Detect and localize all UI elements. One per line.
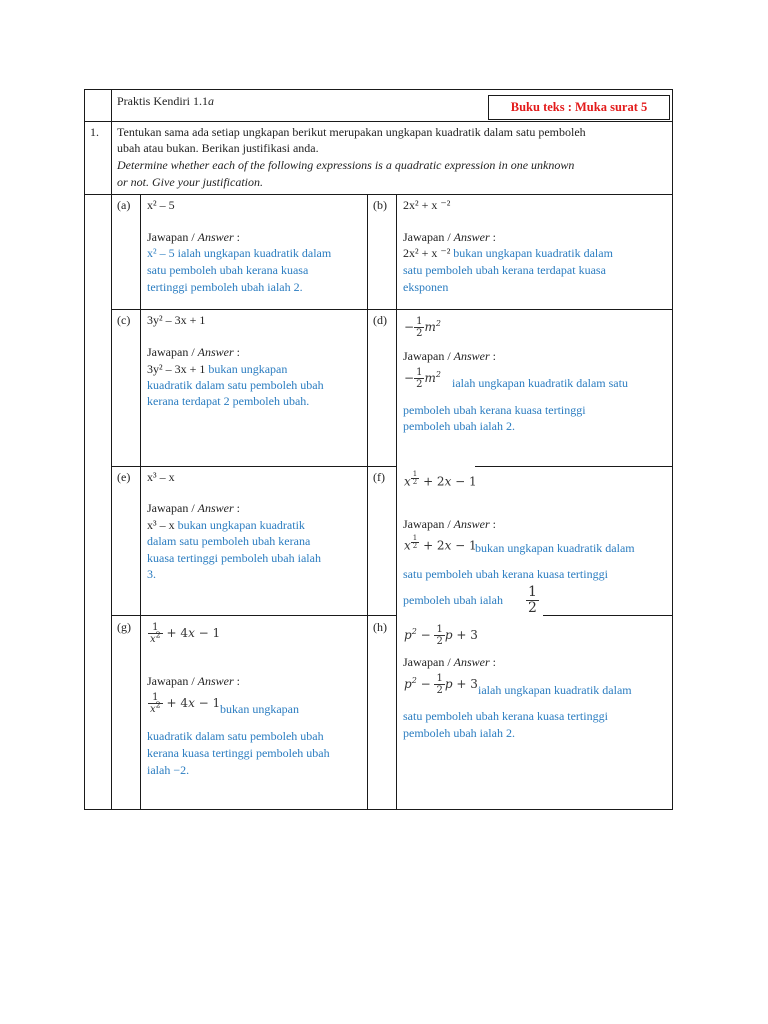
item-g-answer-label: Jawapan / Answer : xyxy=(147,674,240,688)
hline-bottom xyxy=(84,809,673,810)
item-f-answer-expression: x $^{\frac{1}{2}}$ + 2x − 1 xyxy=(404,534,477,553)
item-c-answer-label: Jawapan / Answer : xyxy=(147,345,240,359)
item-e-answer-line-3: kuasa tertinggi pemboleh ubah ialah xyxy=(147,551,321,565)
item-f-answer-fraction: $\frac{1}{2}$ xyxy=(528,584,537,616)
vline-left xyxy=(84,89,85,810)
item-c-label: (c) xyxy=(117,313,131,327)
item-g-answer-line-3: kerana kuasa tertinggi pemboleh ubah xyxy=(147,746,330,760)
item-a-answer-line-1: x² – 5 ialah ungkapan kuadratik dalam xyxy=(147,246,332,260)
hline-5b xyxy=(543,615,673,616)
item-h-answer-line-2: satu pemboleh ubah kerana kuasa tertinggi xyxy=(403,709,608,723)
item-b-answer-line-2: satu pemboleh ubah kerana terdapat kuasa xyxy=(403,263,606,277)
item-a-answer-line-2: satu pemboleh ubah kerana kuasa xyxy=(147,263,309,277)
hline-4b xyxy=(475,466,673,467)
item-g-answer-line-4: ialah −2. xyxy=(147,763,190,777)
textbook-reference-badge: Buku teks : Muka surat 5 xyxy=(488,95,670,120)
instruction-english-line-2: or not. Give your justification. xyxy=(117,175,263,189)
item-c-answer-line-3: kerana terdapat 2 pemboleh ubah. xyxy=(147,394,310,408)
page-title-text: Praktis Kendiri 1.1 xyxy=(117,94,208,108)
item-f-answer-line-1: bukan ungkapan kuadratik dalam xyxy=(475,541,635,555)
item-c-expression: 3y² – 3x + 1 xyxy=(147,313,206,327)
item-a-answer-line-3: tertinggi pemboleh ubah ialah 2. xyxy=(147,280,303,294)
item-g-answer-line-2: kuadratik dalam satu pemboleh ubah xyxy=(147,729,324,743)
item-a-expression: x² – 5 xyxy=(147,198,175,212)
item-b-label: (b) xyxy=(373,198,387,212)
item-d-expression: − $\frac{1}{2}$ $m^2$ xyxy=(404,316,441,339)
item-f-label: (f) xyxy=(373,470,385,484)
item-h-answer-line-1: ialah ungkapan kuadratik dalam xyxy=(478,683,632,697)
instruction-malay-line-2: ubah atau bukan. Berikan justifikasi anda. xyxy=(117,141,319,155)
item-b-expression: 2x² + x ⁻² xyxy=(403,198,451,212)
item-d-label: (d) xyxy=(373,313,387,327)
vline-label-right xyxy=(396,194,397,810)
vline-right xyxy=(672,89,673,810)
item-a-label: (a) xyxy=(117,198,131,212)
item-d-answer-line-2: pemboleh ubah kerana kuasa tertinggi xyxy=(403,403,586,417)
item-f-expression: x $^{\frac{1}{2}}$ + 2x − 1 xyxy=(404,470,477,489)
item-e-expression: x³ – x xyxy=(147,470,175,484)
item-b-answer-line-3: eksponen xyxy=(403,280,449,294)
item-d-answer-line-3: pemboleh ubah ialah 2. xyxy=(403,419,515,433)
instruction-english-line-1: Determine whether each of the following expressions is a quadratic expression in one unknown xyxy=(117,158,575,172)
hline-top xyxy=(84,89,673,90)
item-d-answer-expression: − $\frac{1}{2}$ $m^2$ xyxy=(404,367,441,390)
item-b-answer-line-1: 2x² + x ⁻² bukan ungkapan kuadratik dalam xyxy=(403,246,613,260)
hline-2 xyxy=(84,194,673,195)
hline-5a xyxy=(112,615,397,616)
page-title-suffix: a xyxy=(208,94,214,108)
item-e-label: (e) xyxy=(117,470,131,484)
item-f-answer-line-3: pemboleh ubah ialah xyxy=(403,593,503,607)
item-e-answer-label: Jawapan / Answer : xyxy=(147,501,240,515)
item-h-answer-expression: $p^2$ − $\frac{1}{2}$ p + 3 xyxy=(404,673,478,696)
vline-num xyxy=(111,89,112,810)
item-a-answer-label: Jawapan / Answer : xyxy=(147,230,240,244)
hline-3 xyxy=(112,309,673,310)
vline-label-left xyxy=(140,194,141,810)
item-h-answer-line-3: pemboleh ubah ialah 2. xyxy=(403,726,515,740)
instruction-malay-line-1: Tentukan sama ada setiap ungkapan berikut merupakan ungkapan kuadratik dalam satu pemboleh xyxy=(117,125,586,139)
item-h-expression: $p^2$ − $\frac{1}{2}$ p + 3 xyxy=(404,624,478,647)
item-f-answer-line-2: satu pemboleh ubah kerana kuasa tertinggi xyxy=(403,567,608,581)
item-g-answer-line-1: bukan ungkapan xyxy=(220,702,299,716)
item-d-answer-line-1: ialah ungkapan kuadratik dalam satu xyxy=(452,376,628,390)
item-b-answer-label: Jawapan / Answer : xyxy=(403,230,496,244)
item-c-answer-line-2: kuadratik dalam satu pemboleh ubah xyxy=(147,378,324,392)
item-e-answer-line-1: x³ – x bukan ungkapan kuadratik xyxy=(147,518,305,532)
item-e-answer-line-4: 3. xyxy=(147,567,156,581)
vline-mid xyxy=(367,194,368,810)
hline-4a xyxy=(112,466,397,467)
item-e-answer-line-2: dalam satu pemboleh ubah kerana xyxy=(147,534,311,548)
item-h-label: (h) xyxy=(373,620,387,634)
hline-1 xyxy=(84,121,673,122)
item-d-answer-label: Jawapan / Answer : xyxy=(403,349,496,363)
item-g-answer-expression: $\frac{1}{x^2}$ + 4x − 1 xyxy=(150,692,221,715)
item-c-answer-line-1: 3y² – 3x + 1 bukan ungkapan xyxy=(147,362,288,376)
item-g-label: (g) xyxy=(117,620,131,634)
item-f-answer-label: Jawapan / Answer : xyxy=(403,517,496,531)
question-number: 1. xyxy=(90,125,99,139)
item-g-expression: $\frac{1}{x^2}$ + 4x − 1 xyxy=(150,622,221,645)
page-title xyxy=(117,93,214,110)
item-h-answer-label: Jawapan / Answer : xyxy=(403,655,496,669)
